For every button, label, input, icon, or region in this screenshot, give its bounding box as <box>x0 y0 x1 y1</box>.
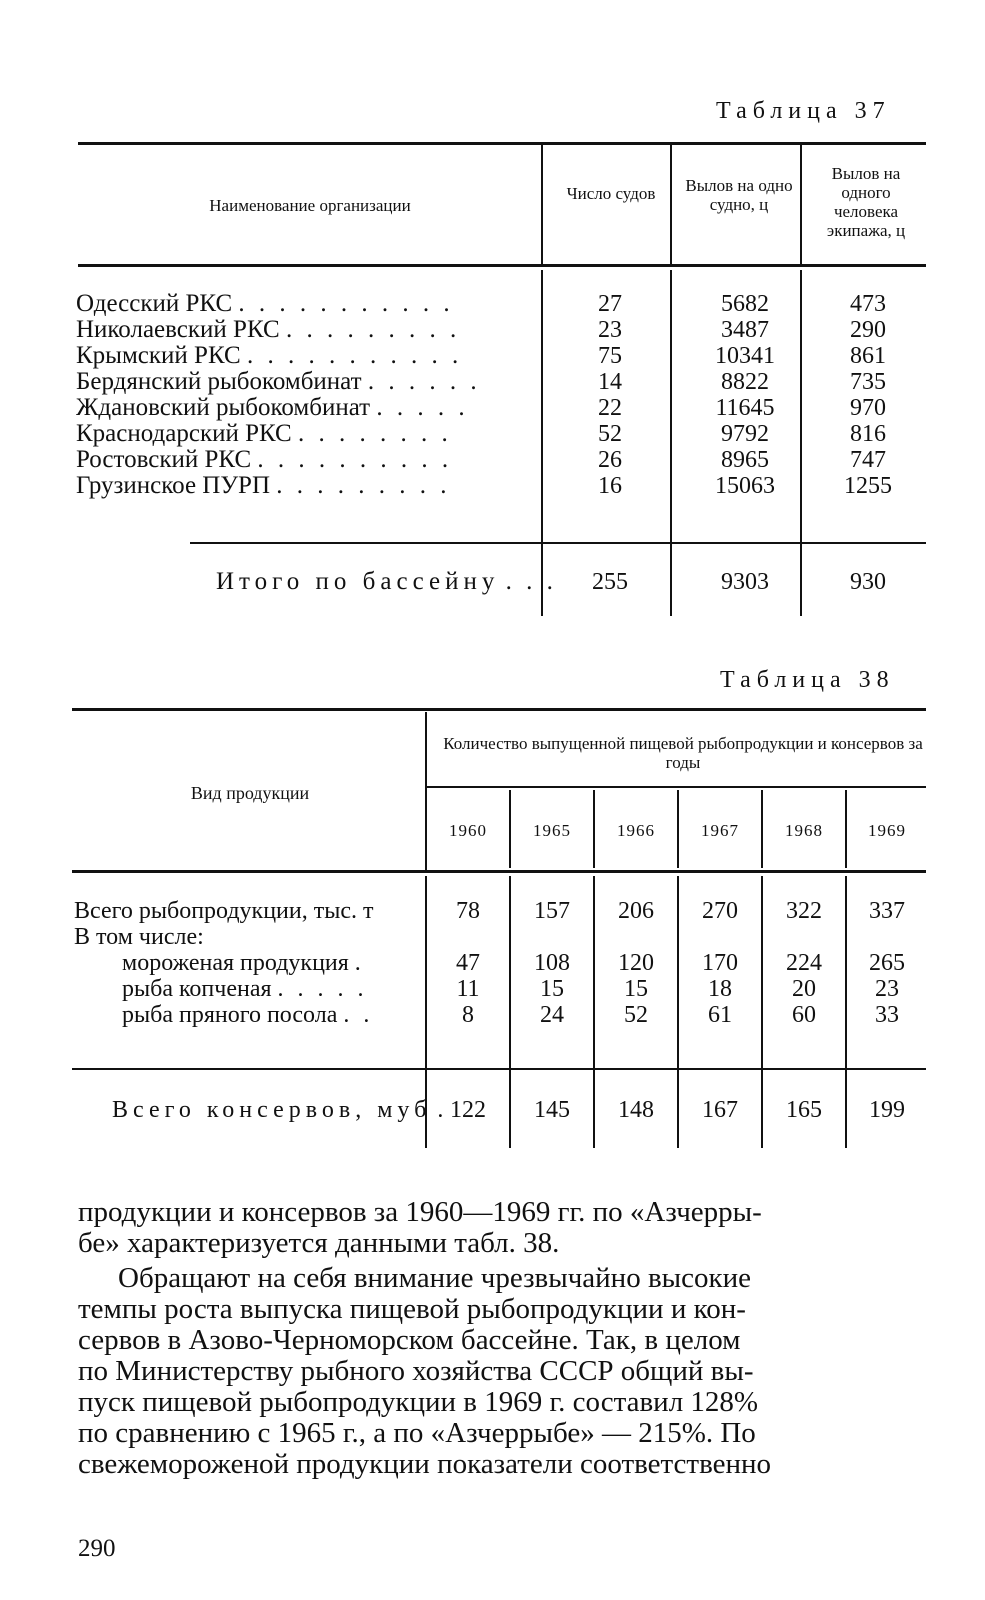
table38-cell: 270 <box>702 898 738 924</box>
table38-year-header: 1967 <box>701 821 739 840</box>
table38-row-label: В том числе: <box>74 924 204 950</box>
table37-cell-per-person: 1255 <box>844 473 892 499</box>
table38-cell: 337 <box>869 898 905 924</box>
table38-cell: 18 <box>708 976 732 1002</box>
table37-row-name: Бердянский рыбокомбинат . . . . . . <box>76 368 481 395</box>
table37-cell-per-person: 735 <box>850 369 886 395</box>
table37-top-rule <box>78 142 926 145</box>
table37-header-divider-1 <box>541 145 543 267</box>
table37-body-divider-3 <box>800 270 802 616</box>
table37-cell-per-vessel: 11645 <box>715 395 775 421</box>
table38-cell: 33 <box>875 1002 899 1028</box>
table38-cell: 60 <box>792 1002 816 1028</box>
table38-row-label: рыба пряного посола . . <box>122 1002 374 1028</box>
table37-total-per-vessel: 9303 <box>721 569 769 595</box>
table38-total-cell: 148 <box>618 1097 654 1123</box>
paragraph-line: сервов в Азово-Черноморском бассейне. Так, в целом <box>78 1324 741 1356</box>
paragraph-line: по Министерству рыбного хозяйства СССР общий вы- <box>78 1355 754 1387</box>
table37-total-vessels: 255 <box>592 569 628 595</box>
table37-row-name: Краснодарский РКС . . . . . . . . <box>76 420 452 447</box>
table37-row-name: Ждановский рыбокомбинат . . . . . <box>76 394 469 421</box>
table37-body-divider-2 <box>670 270 672 616</box>
table38-cell: 15 <box>540 976 564 1002</box>
table38-group-rule <box>427 786 926 788</box>
table37-cell-vessels: 23 <box>598 317 622 343</box>
table37-total-per-person: 930 <box>850 569 886 595</box>
table37-cell-per-vessel: 8965 <box>721 447 769 473</box>
table38-cell: 78 <box>456 898 480 924</box>
paragraph-line: по сравнению с 1965 г., а по «Азчеррыбе» — 215%. По <box>78 1417 756 1449</box>
table37-row-name: Крымский РКС . . . . . . . . . . . <box>76 342 463 369</box>
table37-cell-per-person: 473 <box>850 291 886 317</box>
table37-cell-vessels: 75 <box>598 343 622 369</box>
table38-total-label: Всего консервов, муб . <box>112 1097 444 1123</box>
table37-cell-per-vessel: 10341 <box>715 343 775 369</box>
table38-row-label: рыба копченая . . . . . <box>122 976 368 1002</box>
table37-header-divider-2 <box>670 145 672 267</box>
table37-row-name: Одесский РКС . . . . . . . . . . . <box>76 290 454 317</box>
table38-top-rule <box>72 708 926 711</box>
table38-total-cell: 165 <box>786 1097 822 1123</box>
table38-total-cell: 122 <box>450 1097 486 1123</box>
table38-cell: 120 <box>618 950 654 976</box>
table37-cell-per-vessel: 8822 <box>721 369 769 395</box>
table38-header-group: Количество выпущенной пищевой рыбопродукции и консервов за годы <box>443 734 923 772</box>
table37-body-divider-1 <box>541 270 543 616</box>
table37-header-rule <box>78 264 926 267</box>
table37-header-vessels: Число судов <box>566 184 656 203</box>
table37-cell-vessels: 22 <box>598 395 622 421</box>
table38-cell: 23 <box>875 976 899 1002</box>
table38-cell: 170 <box>702 950 738 976</box>
table37-cell-per-person: 290 <box>850 317 886 343</box>
table38-total-cell: 199 <box>869 1097 905 1123</box>
table38-cell: 24 <box>540 1002 564 1028</box>
table38-cell: 47 <box>456 950 480 976</box>
table37-row-name: Грузинское ПУРП . . . . . . . . . <box>76 472 451 499</box>
table37-cell-vessels: 16 <box>598 473 622 499</box>
table37-cell-per-person: 970 <box>850 395 886 421</box>
page-number: 290 <box>78 1535 116 1562</box>
table38-row-label: мороженая продукция . <box>122 950 365 976</box>
table38-cell: 322 <box>786 898 822 924</box>
table37-cell-vessels: 14 <box>598 369 622 395</box>
table37-header-name: Наименование организации <box>209 196 411 215</box>
table38-total-cell: 145 <box>534 1097 570 1123</box>
table37-cell-per-vessel: 3487 <box>721 317 769 343</box>
table38-cell: 11 <box>456 976 480 1002</box>
table38-cell: 157 <box>534 898 570 924</box>
table37-cell-per-vessel: 5682 <box>721 291 769 317</box>
table37-cell-vessels: 26 <box>598 447 622 473</box>
paragraph-line: свежемороженой продукции показатели соответственно <box>78 1448 772 1480</box>
table38-year-header: 1965 <box>533 821 571 840</box>
table37-cell-per-person: 747 <box>850 447 886 473</box>
table37-cell-vessels: 52 <box>598 421 622 447</box>
table37-caption: Таблица 37 <box>716 98 891 124</box>
table37-row-name: Ростовский РКС . . . . . . . . . . <box>76 446 453 473</box>
table38-header-product: Вид продукции <box>190 783 310 803</box>
table37-cell-vessels: 27 <box>598 291 622 317</box>
table37-total-label: Итого по бассейну . . . <box>216 568 557 595</box>
table38-total-rule <box>72 1068 926 1070</box>
table38-cell: 61 <box>708 1002 732 1028</box>
table38-header-divider <box>425 712 427 872</box>
table38-year-header: 1969 <box>868 821 906 840</box>
paragraph-line: темпы роста выпуска пищевой рыбопродукции и кон- <box>78 1293 746 1325</box>
paragraph-line: бе» характеризуется данными табл. 38. <box>78 1227 560 1259</box>
table37-cell-per-person: 816 <box>850 421 886 447</box>
table37-row-name: Николаевский РКС . . . . . . . . . <box>76 316 461 343</box>
table37-cell-per-vessel: 15063 <box>715 473 775 499</box>
table38-header-rule <box>72 870 926 873</box>
table37-header-catch-per-vessel: Вылов на одно судно, ц <box>685 176 793 214</box>
paragraph-line: пуск пищевой рыбопродукции в 1969 г. составил 128% <box>78 1386 759 1418</box>
table38-year-header: 1966 <box>617 821 655 840</box>
table38-cell: 20 <box>792 976 816 1002</box>
table38-caption: Таблица 38 <box>720 667 895 693</box>
table38-cell: 108 <box>534 950 570 976</box>
paragraph-line: Обращают на себя внимание чрезвычайно высокие <box>118 1262 751 1294</box>
table37-header-divider-3 <box>800 145 802 267</box>
table38-cell: 206 <box>618 898 654 924</box>
table38-cell: 224 <box>786 950 822 976</box>
table37-total-rule <box>190 542 926 544</box>
table38-cell: 8 <box>462 1002 474 1028</box>
table38-cell: 52 <box>624 1002 648 1028</box>
table37-cell-per-vessel: 9792 <box>721 421 769 447</box>
table38-total-cell: 167 <box>702 1097 738 1123</box>
table38-year-header: 1960 <box>449 821 487 840</box>
table37-header-catch-per-person: Вылов на одного человека экипажа, ц <box>826 164 906 240</box>
table38-row-label: Всего рыбопродукции, тыс. т <box>74 898 374 924</box>
table38-year-header: 1968 <box>785 821 823 840</box>
paragraph-line: продукции и консервов за 1960—1969 гг. по «Азчерры- <box>78 1196 762 1228</box>
table37-cell-per-person: 861 <box>850 343 886 369</box>
table38-cell: 265 <box>869 950 905 976</box>
table38-cell: 15 <box>624 976 648 1002</box>
